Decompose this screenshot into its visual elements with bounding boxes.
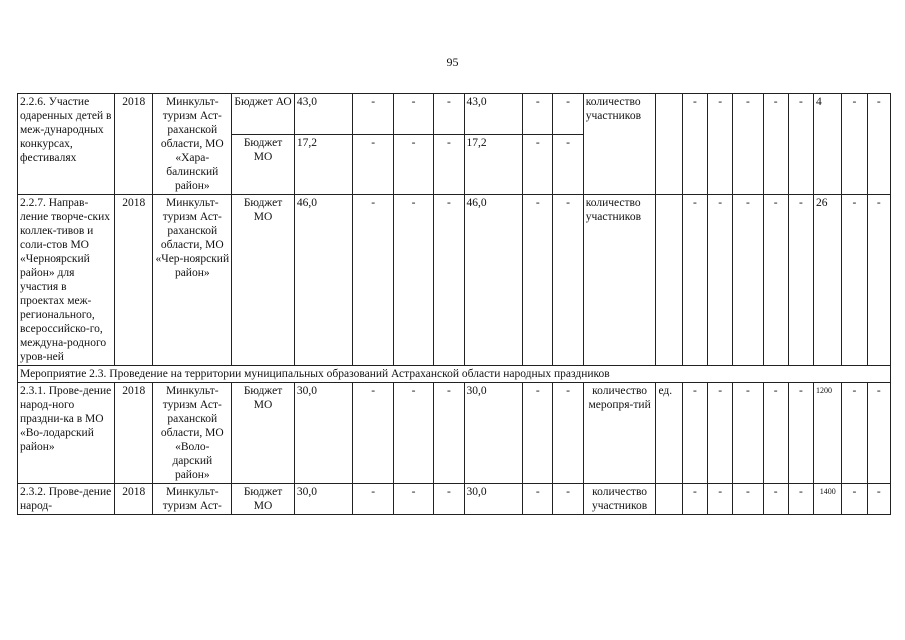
- funding-value: -: [393, 484, 433, 515]
- target-value: -: [708, 383, 733, 484]
- funding-value: -: [353, 94, 393, 135]
- target-value: -: [682, 94, 707, 195]
- unit: ед.: [656, 383, 682, 484]
- program-table: [17, 93, 891, 515]
- funding-value: -: [434, 94, 464, 135]
- target-value: -: [763, 94, 788, 195]
- indicator: количество меропря-тий: [583, 383, 656, 484]
- target-value: -: [842, 484, 867, 515]
- funding-value: -: [523, 195, 553, 366]
- target-value: -: [763, 484, 788, 515]
- executor: Минкульт-туризм Аст-раханской области, МО «Чер-ноярский район»: [153, 195, 232, 366]
- measure-name: 2.2.7. Направ-ление творче-ских коллек-тивов и соли-стов МО «Черноярский район» для участия в проектах меж-регионального, всероссийско-го, междуна-родного уров-ней: [18, 195, 115, 366]
- funding-source: Бюджет МО: [232, 195, 295, 366]
- funding-total: 17,2: [294, 135, 353, 195]
- funding-value: -: [523, 383, 553, 484]
- unit: [656, 195, 682, 366]
- funding-value: -: [393, 94, 433, 135]
- target-value: -: [842, 94, 867, 195]
- table-row: [18, 383, 891, 484]
- funding-value: 30,0: [464, 383, 523, 484]
- target-value: -: [842, 383, 867, 484]
- funding-total: 30,0: [294, 383, 353, 484]
- funding-value: 43,0: [464, 94, 523, 135]
- target-value: -: [682, 484, 707, 515]
- funding-source: Бюджет МО: [232, 135, 295, 195]
- executor: Минкульт-туризм Аст-раханской области, МО «Хара-балинский район»: [153, 94, 232, 195]
- funding-value: -: [393, 135, 433, 195]
- unit: [656, 94, 682, 195]
- funding-value: -: [393, 383, 433, 484]
- target-value: 1400: [814, 484, 842, 515]
- target-value: -: [763, 383, 788, 484]
- measure-name: 2.3.1. Прове-дение народ-ного праздни-ка в МО «Во-лодарский район»: [18, 383, 115, 484]
- indicator: количество участников: [583, 484, 656, 515]
- funding-value: 17,2: [464, 135, 523, 195]
- target-value: -: [708, 484, 733, 515]
- target-value: -: [867, 195, 890, 366]
- funding-value: -: [353, 195, 393, 366]
- funding-total: 30,0: [294, 484, 353, 515]
- year: 2018: [115, 383, 153, 484]
- funding-value: -: [553, 484, 583, 515]
- measure-name: 2.2.6. Участие одаренных детей в меж-дународных конкурсах, фестивалях: [18, 94, 115, 195]
- target-value: -: [708, 195, 733, 366]
- funding-value: -: [353, 383, 393, 484]
- funding-total: 46,0: [294, 195, 353, 366]
- section-heading-row: [18, 366, 891, 383]
- indicator: количество участников: [583, 94, 656, 195]
- funding-value: -: [353, 135, 393, 195]
- table-row: [18, 484, 891, 515]
- target-value: 4: [814, 94, 842, 195]
- funding-value: -: [434, 484, 464, 515]
- target-value: -: [867, 94, 890, 195]
- target-value: -: [733, 195, 763, 366]
- target-value: -: [867, 383, 890, 484]
- target-value: -: [763, 195, 788, 366]
- target-value: -: [733, 383, 763, 484]
- year: 2018: [115, 195, 153, 366]
- target-value: -: [788, 94, 813, 195]
- funding-value: -: [434, 383, 464, 484]
- measure-name: 2.3.2. Прове-дение народ-: [18, 484, 115, 515]
- indicator: количество участников: [583, 195, 656, 366]
- unit: [656, 484, 682, 515]
- target-value: 1200: [814, 383, 842, 484]
- funding-value: -: [393, 195, 433, 366]
- target-value: -: [682, 383, 707, 484]
- year: 2018: [115, 484, 153, 515]
- funding-value: -: [553, 195, 583, 366]
- target-value: -: [788, 195, 813, 366]
- target-value: 26: [814, 195, 842, 366]
- funding-value: -: [434, 195, 464, 366]
- target-value: -: [733, 94, 763, 195]
- executor: Минкульт-туризм Аст-раханской области, МО «Воло-дарский район»: [153, 383, 232, 484]
- year: 2018: [115, 94, 153, 195]
- table-row: [18, 94, 891, 135]
- funding-value: -: [434, 135, 464, 195]
- funding-value: -: [553, 383, 583, 484]
- target-value: -: [733, 484, 763, 515]
- funding-value: -: [553, 135, 583, 195]
- table-row: [18, 195, 891, 366]
- funding-value: -: [523, 135, 553, 195]
- target-value: -: [842, 195, 867, 366]
- funding-value: -: [523, 94, 553, 135]
- funding-source: Бюджет АО: [232, 94, 295, 135]
- target-value: -: [708, 94, 733, 195]
- funding-value: -: [353, 484, 393, 515]
- funding-total: 43,0: [294, 94, 353, 135]
- funding-source: Бюджет МО: [232, 383, 295, 484]
- funding-value: 46,0: [464, 195, 523, 366]
- section-heading: Мероприятие 2.3. Проведение на территории муниципальных образований Астраханской области народных праздников: [18, 366, 891, 383]
- page-number: 95: [446, 55, 459, 69]
- target-value: -: [788, 383, 813, 484]
- funding-source: Бюджет МО: [232, 484, 295, 515]
- funding-value: 30,0: [464, 484, 523, 515]
- funding-value: -: [523, 484, 553, 515]
- target-value: -: [788, 484, 813, 515]
- funding-value: -: [553, 94, 583, 135]
- target-value: -: [867, 484, 890, 515]
- executor: Минкульт-туризм Аст-: [153, 484, 232, 515]
- target-value: -: [682, 195, 707, 366]
